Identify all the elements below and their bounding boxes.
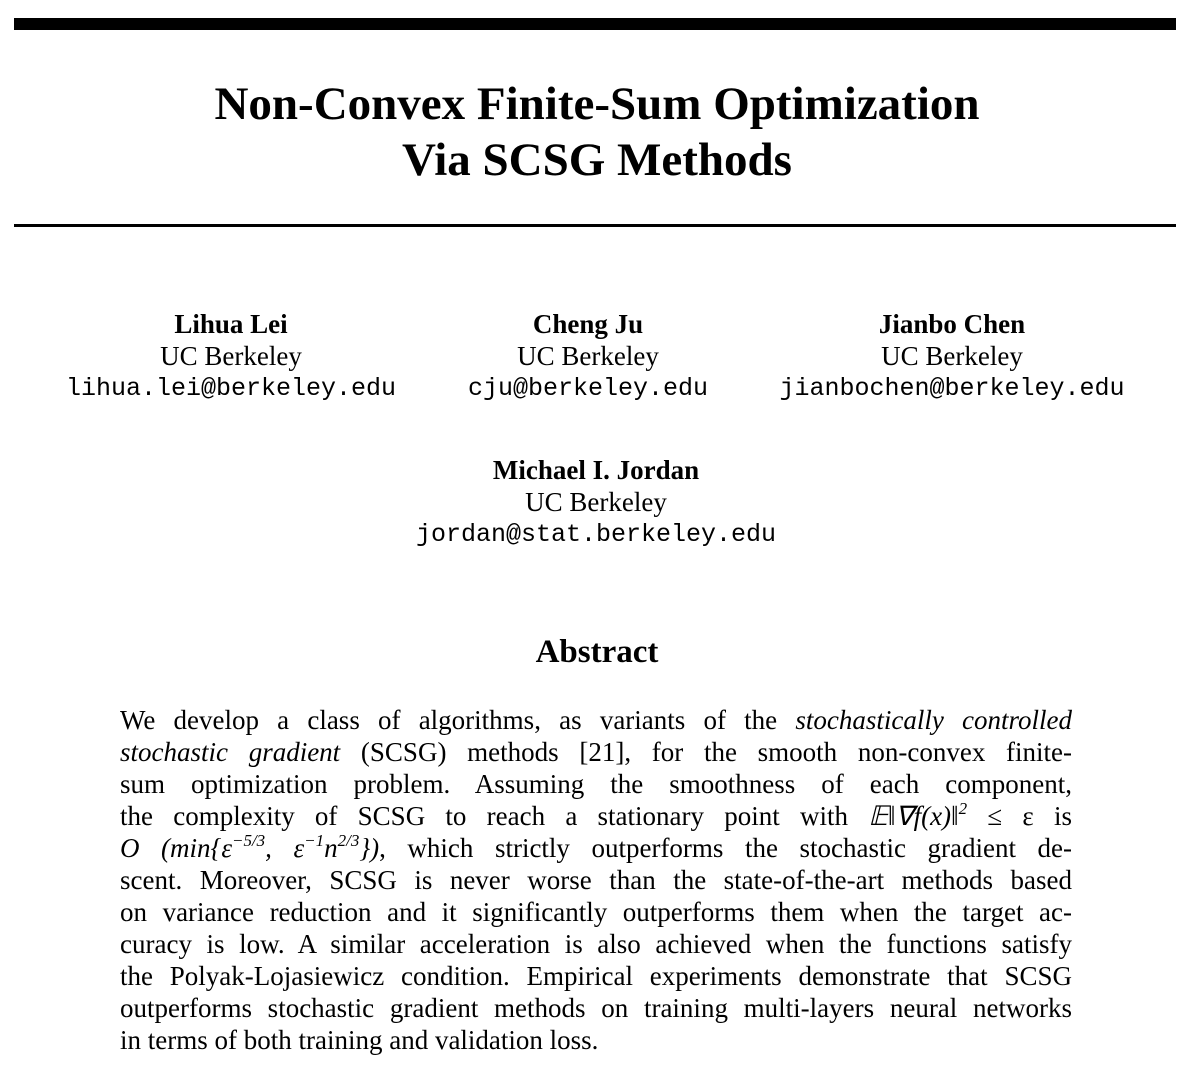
top-rule [14, 18, 1176, 30]
abstract-line: on variance reduction and it significantly outperforms them when the target ac- [120, 897, 1072, 927]
author-name: Michael I. Jordan [492, 455, 700, 485]
math-expression: O (min{ε [120, 833, 232, 863]
math-superscript: −1 [304, 831, 325, 850]
title-line-1: Non-Convex Finite-Sum Optimization [214, 78, 980, 130]
abstract-line: scent. Moreover, SCSG is never worse than the state-of-the-art methods based [120, 865, 1072, 895]
abstract-text: (SCSG) methods [21], for the smooth non-convex finite- [340, 737, 1073, 767]
author-email: jianbochen@berkeley.edu [779, 374, 1125, 403]
author-email: cju@berkeley.edu [467, 374, 709, 403]
abstract-line: outperforms stochastic gradient methods on training multi-layers neural networks [120, 993, 1072, 1023]
author-block-4 [386, 454, 806, 552]
abstract-emphasis: stochastically controlled [795, 705, 1072, 735]
author-email: jordan@stat.berkeley.edu [415, 520, 777, 549]
inline-math [868, 801, 967, 831]
abstract-line: the Polyak-Lojasiewicz condition. Empirical experiments demonstrate that SCSG [120, 961, 1072, 991]
abstract-text: , which strictly outperforms the stochastic gradient de- [379, 833, 1072, 863]
math-expression: n [324, 833, 338, 863]
math-expression: 𝔼‖∇f(x)‖ [868, 801, 959, 831]
title-line-2: Via SCSG Methods [402, 134, 792, 186]
abstract-text: We develop a class of algorithms, as variants of the [120, 705, 796, 735]
author-affiliation: UC Berkeley [160, 341, 302, 371]
abstract-heading: Abstract [535, 634, 659, 670]
author-name: Lihua Lei [174, 309, 288, 339]
math-superscript: 2 [958, 799, 968, 818]
author-affiliation: UC Berkeley [881, 341, 1023, 371]
abstract-line: in terms of both training and validation loss. [120, 1025, 599, 1055]
author-name: Jianbo Chen [878, 309, 1026, 339]
math-expression: }) [359, 833, 380, 863]
abstract-line [120, 832, 1072, 864]
author-affiliation: UC Berkeley [525, 487, 667, 517]
title-bottom-rule [14, 224, 1176, 227]
author-email: lihua.lei@berkeley.edu [65, 374, 397, 403]
author-block-2 [378, 308, 798, 406]
math-superscript: −5/3 [231, 831, 266, 850]
inline-math [120, 833, 379, 863]
abstract-text: ≤ ε is [967, 801, 1072, 831]
abstract-line [120, 704, 1072, 736]
abstract-body [120, 704, 1072, 1056]
author-name: Cheng Ju [532, 309, 644, 339]
author-block-3 [742, 308, 1162, 406]
abstract-text: the complexity of SCSG to reach a stationary point with [120, 801, 869, 831]
abstract-line [120, 736, 1072, 768]
abstract-emphasis: stochastic gradient [120, 737, 341, 767]
math-expression: , ε [265, 833, 305, 863]
paper-title [0, 76, 1194, 188]
math-superscript: 2/3 [337, 831, 360, 850]
abstract-line: sum optimization problem. Assuming the smoothness of each component, [120, 769, 1072, 799]
abstract-line: curacy is low. A similar acceleration is also achieved when the functions satisfy [120, 929, 1072, 959]
abstract-line [120, 800, 1072, 832]
author-affiliation: UC Berkeley [517, 341, 659, 371]
